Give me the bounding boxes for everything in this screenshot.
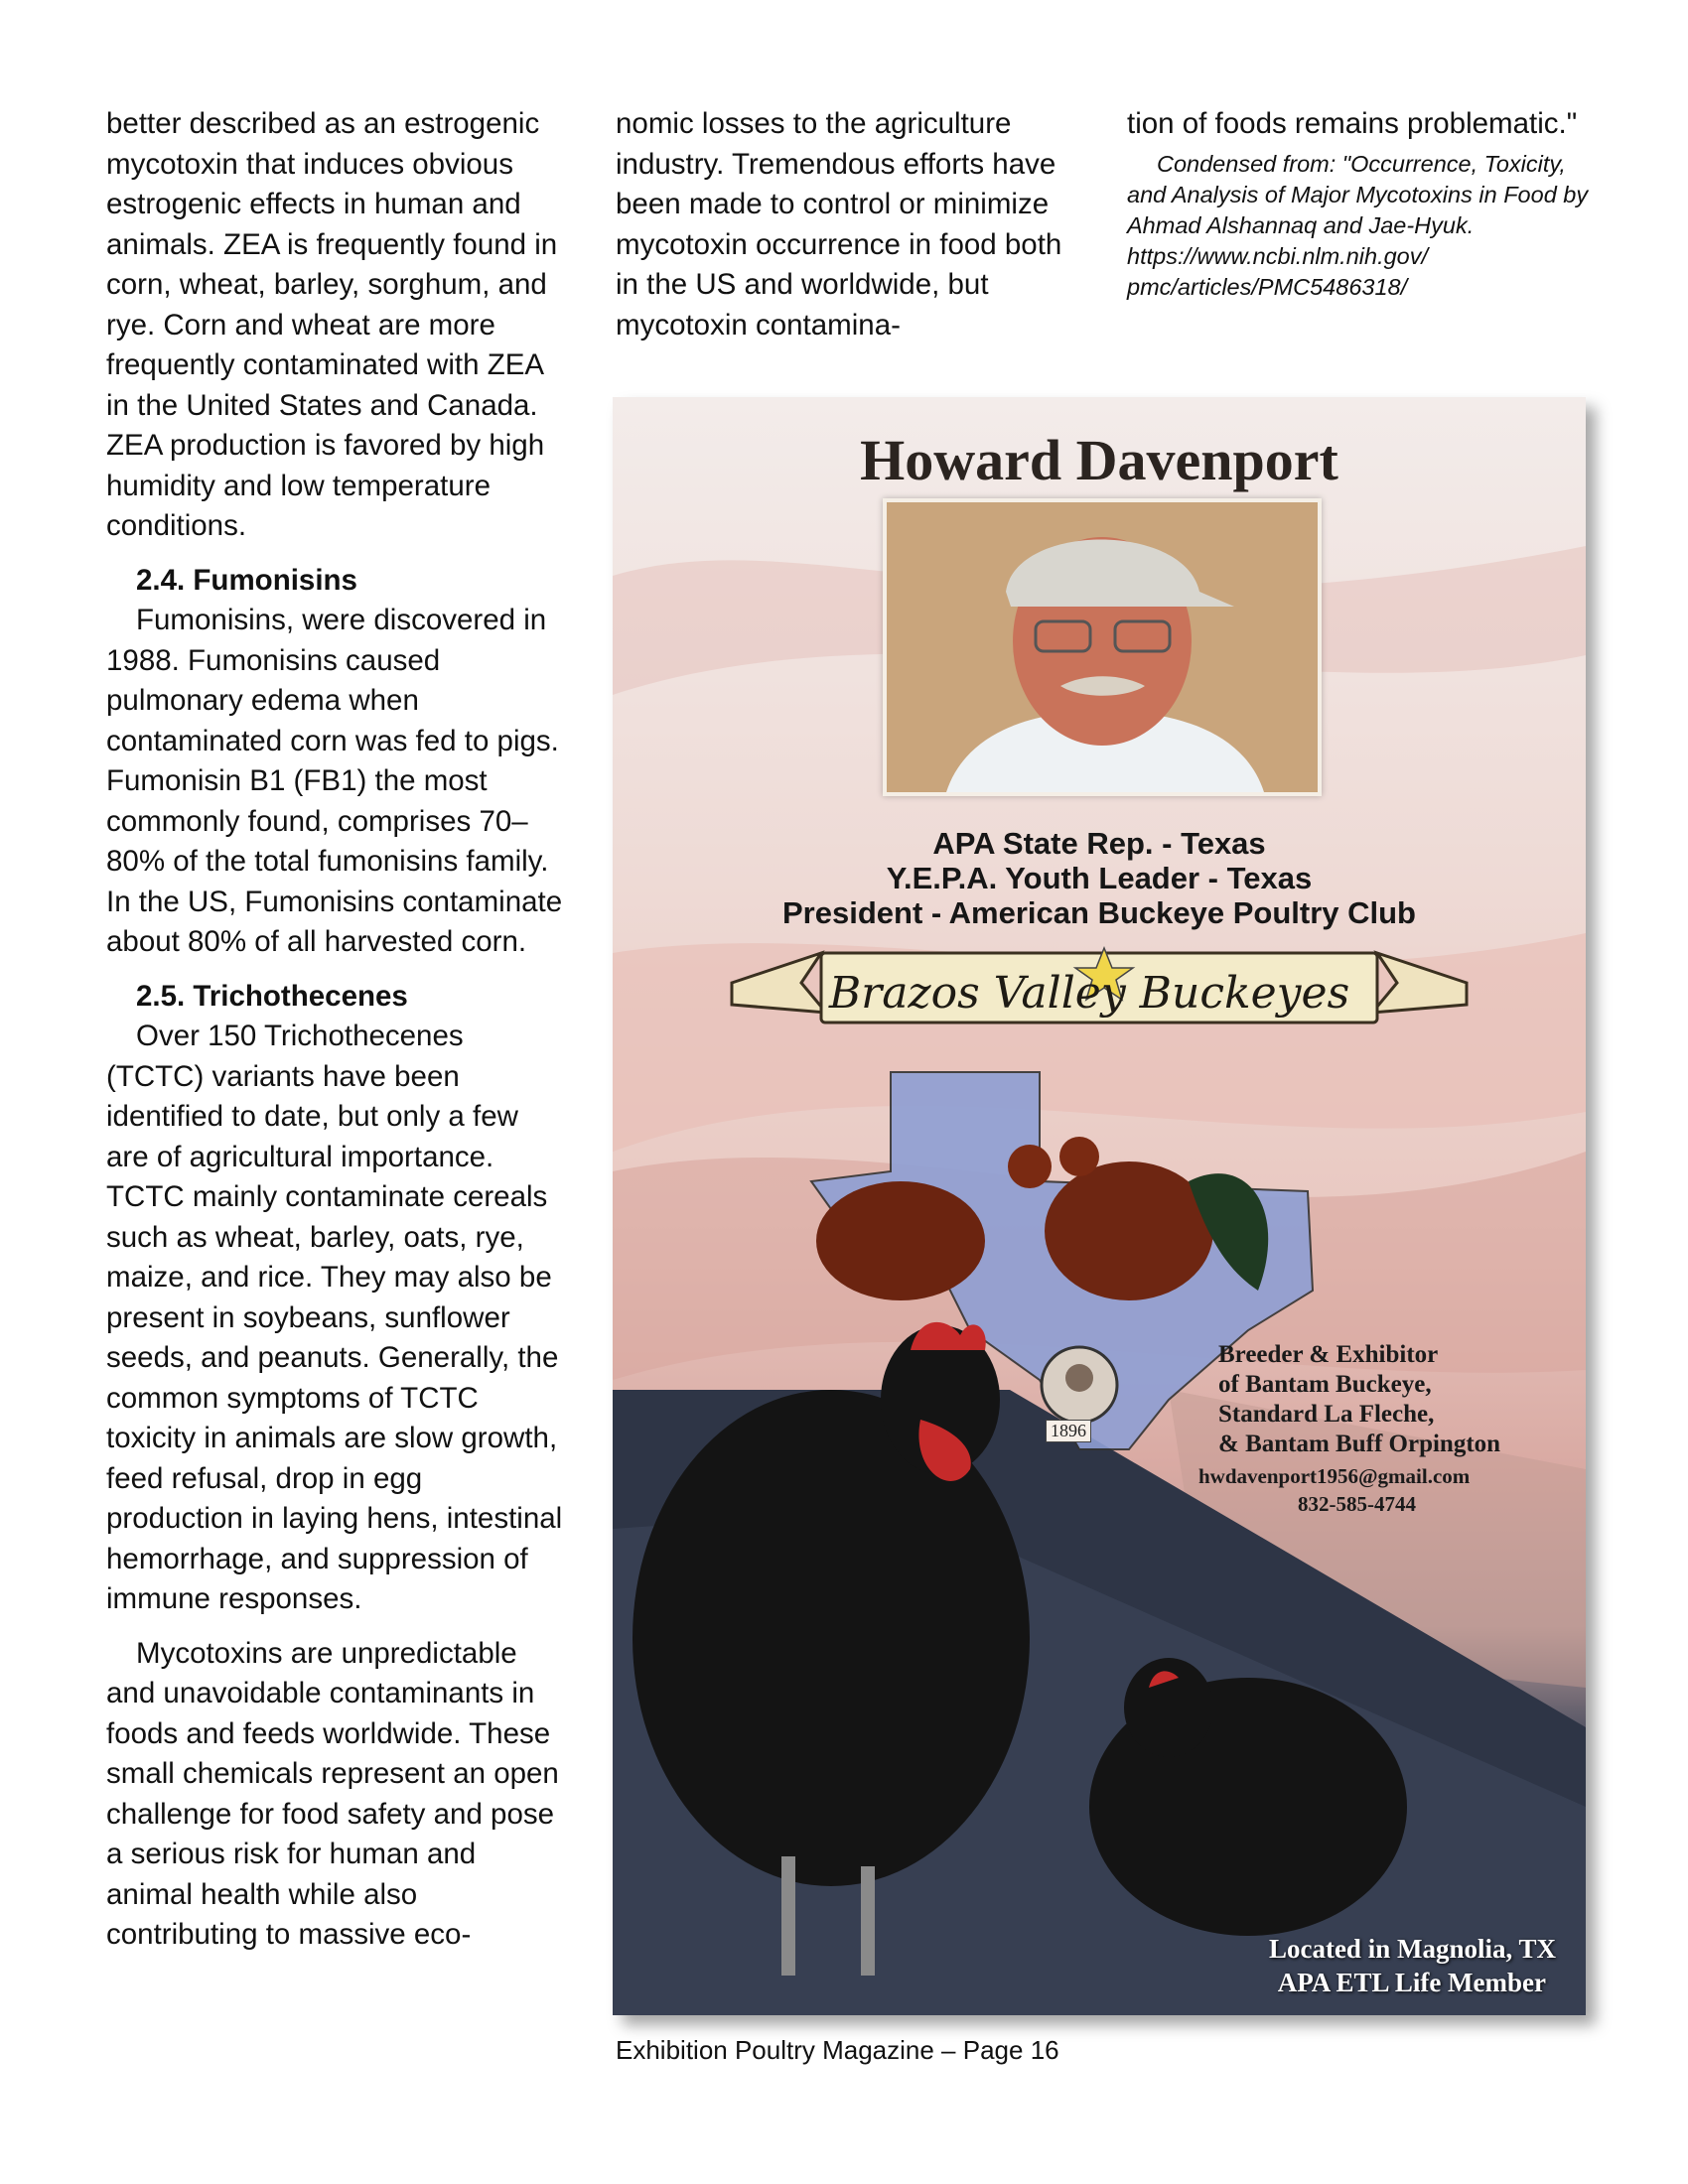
article-column-1 <box>106 104 563 1956</box>
breed-buff-orpington: & Bantam Buff Orpington <box>1218 1431 1501 1457</box>
paragraph-economic-losses: nomic losses to the agriculture industry. Tremendous efforts have been made to control or minimize mycotoxin occurrence in food both in the US and worldwide, but mycotoxin contamina- <box>616 107 1062 341</box>
paragraph-fumonisins: Fumonisins, were discovered in 1988. Fumonisins caused pulmonary edema when contaminated corn was fed to pigs. Fumonisin B1 (FB1) the most commonly found, comprises 70–80% of the total fumonisins family. In the US, Fumonisins contaminate about 80% of all harvested corn. <box>106 604 563 958</box>
citation-link: pmc/articles/PMC5486318/ <box>1127 273 1408 300</box>
contact-email[interactable]: hwdavenport1956@gmail.com <box>1198 1464 1471 1488</box>
ad-title-yepa: Y.E.P.A. Youth Leader - Texas <box>886 861 1313 895</box>
heading-trichothecenes: 2.5. Trichothecenes <box>136 979 408 1013</box>
breeder-photo <box>883 498 1322 796</box>
buckeye-hen-icon <box>816 1181 985 1300</box>
article-column-2 <box>616 104 1072 345</box>
ad-title-president: President - American Buckeye Poultry Club <box>782 895 1416 930</box>
contact-phone[interactable]: 832-585-4744 <box>1298 1492 1416 1516</box>
breeder-line: Breeder & Exhibitor <box>1218 1341 1439 1368</box>
breed-la-fleche: Standard La Fleche, <box>1218 1401 1435 1428</box>
breeder-name: Howard Davenport <box>860 428 1338 492</box>
page-footer: Exhibition Poultry Magazine – Page 16 <box>616 2035 1059 2065</box>
founding-year: 1896 <box>1046 1420 1091 1442</box>
paragraph-trichothecenes: Over 150 Trichothecenes (TCTC) variants have been identified to date, but only a few are of agricultural importance. TCTC mainly contaminate cereals such as wheat, barley, oats, rye, maize, and rice. They may also be present in soybeans, sunflower seeds, and peanuts. Generally, the common symptoms of TCTC toxicity in animals are slow growth, feed refusal, drop in egg production in laying hens, intestinal hemorrhage, and suppression of immune responses. <box>106 1020 563 1615</box>
breeder-advertisement <box>613 397 1586 2015</box>
farm-name-banner: Brazos Valley Buckeyes <box>828 968 1350 1019</box>
breed-bantam-buckeye: of Bantam Buckeye, <box>1218 1371 1432 1398</box>
paragraph-conclusion: tion of foods remains problematic." <box>1127 107 1578 140</box>
paragraph-mycotoxins: Mycotoxins are unpredictable and unavoidable contaminants in foods and feeds worldwide. These small chemicals represent an open challenge for food safety and pose a serious risk for human and animal health while also contributing to massive eco- <box>106 1636 559 1951</box>
citation-text: Condensed from: "Occurrence, Toxicity, and Analysis of Major Mycotoxins in Food by Ahmad Alshannaq and Jae-Hyuk. https://www.ncbi.nlm.nih.gov/ <box>1127 150 1589 269</box>
buckeye-rooster-icon <box>1045 1161 1213 1300</box>
citation <box>1127 149 1594 303</box>
paragraph-zea: better described as an estrogenic mycotoxin that induces obvious estrogenic effects in human and animals. ZEA is frequently found in corn, wheat, barley, sorghum, and rye. Corn and wheat are more frequently contaminated with ZEA in the United States and Canada. ZEA production is favored by high humidity and low temperature conditions. <box>106 107 558 542</box>
article-column-3 <box>1127 104 1594 303</box>
heading-fumonisins: 2.4. Fumonisins <box>136 563 357 597</box>
location: Located in Magnolia, TX <box>1268 1934 1556 1964</box>
membership: APA ETL Life Member <box>1277 1968 1546 1997</box>
ad-title-apa: APA State Rep. - Texas <box>932 826 1266 861</box>
